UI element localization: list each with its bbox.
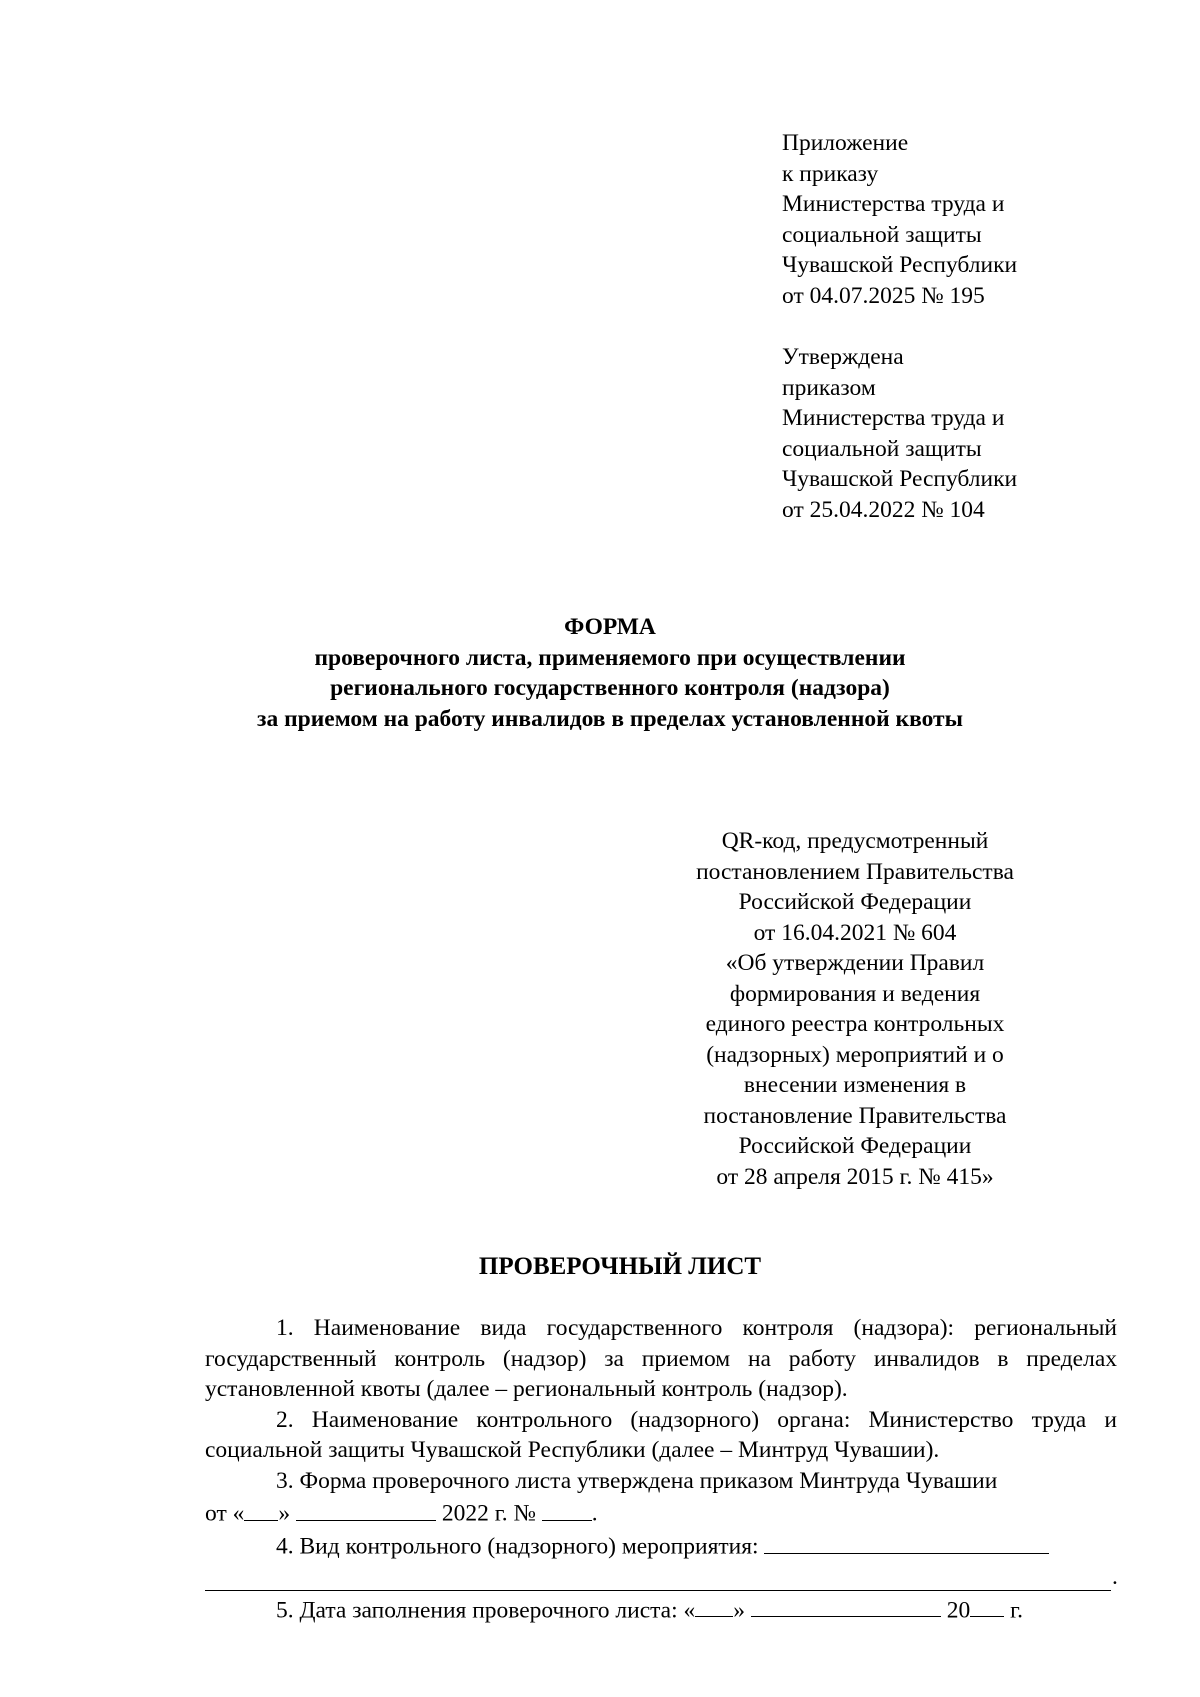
day-field[interactable]	[244, 1496, 278, 1521]
item-5-text: 5. Дата заполнения проверочного листа: «	[276, 1597, 696, 1623]
event-type-field-continued[interactable]	[205, 1566, 1111, 1591]
fill-month-field[interactable]	[751, 1593, 941, 1618]
qr-note-line: постановлением Правительства	[696, 858, 1014, 885]
approval-line: Министерства труда и	[782, 405, 1005, 431]
approval-line: социальной защиты	[782, 435, 982, 462]
appendix-line: Чувашской Республики	[782, 252, 1018, 278]
qr-note-line: единого реестра контрольных	[705, 1011, 1005, 1037]
qr-note-line: формирования и ведения	[729, 980, 981, 1007]
item-1: 1. Наименование вида государственного контроля (надзора): региональный государственный контроль (надзор) за приемом на работу инвалидов в пределах установленной квоты (далее – региональный контроль (надзор).	[205, 1315, 1117, 1402]
approval-line: от 25.04.2022 № 104	[782, 496, 985, 523]
qr-note-line: от 16.04.2021 № 604	[753, 919, 957, 946]
item-3-from: от «	[205, 1500, 245, 1527]
period: .	[591, 1500, 598, 1527]
item-3-text: 3. Форма проверочного листа утверждена приказом Минтруда Чувашии	[276, 1467, 998, 1494]
fill-year-field[interactable]	[970, 1593, 1004, 1618]
appendix-header	[782, 128, 1017, 311]
qr-note-line: постановление Правительства	[703, 1102, 1007, 1129]
form-title	[200, 612, 1020, 734]
item-5	[205, 1593, 1117, 1626]
appendix-line: к приказу	[782, 160, 879, 187]
quote-close: »	[278, 1500, 291, 1527]
appendix-line: от 04.07.2025 № 195	[782, 282, 985, 309]
quote-close: »	[733, 1597, 746, 1623]
year-label: 2022 г. №	[441, 1500, 536, 1527]
appendix-line: социальной защиты	[782, 221, 982, 248]
appendix-line: Приложение	[782, 130, 909, 156]
qr-note-line: от 28 апреля 2015 г. № 415»	[716, 1163, 994, 1190]
year-suffix: г.	[1010, 1597, 1024, 1623]
item-4-text: 4. Вид контрольного (надзорного) мероприятия:	[276, 1533, 759, 1560]
item-3-continuation	[205, 1496, 1117, 1529]
checklist-body	[205, 1313, 1117, 1626]
approval-line: Чувашской Республики	[782, 466, 1018, 492]
appendix-line: Министерства труда и	[782, 191, 1005, 217]
qr-note-line: Российской Федерации	[738, 1133, 972, 1159]
form-title-line: проверочного листа, применяемого при осуществлении	[314, 644, 906, 671]
form-title-line: за приемом на работу инвалидов в пределах установленной квоты	[257, 705, 963, 732]
form-title-line: регионального государственного контроля (надзора)	[330, 675, 890, 701]
qr-note-line: QR-код, предусмотренный	[721, 828, 989, 854]
item-4-continuation	[205, 1562, 1117, 1593]
approval-line: Утверждена	[782, 344, 904, 370]
month-field[interactable]	[296, 1496, 436, 1521]
item-2: 2. Наименование контрольного (надзорного) органа: Министерство труда и социальной защиты Чувашской Республики (далее – Минтруд Чувашии).	[205, 1406, 1117, 1463]
form-title-line: ФОРМА	[564, 614, 656, 640]
approval-line: приказом	[782, 374, 876, 401]
checklist-title: ПРОВЕРОЧНЫЙ ЛИСТ	[478, 1253, 762, 1280]
item-3	[205, 1466, 1117, 1497]
item-4	[205, 1529, 1117, 1562]
qr-note-line: (надзорных) мероприятий и о	[706, 1041, 1004, 1068]
event-type-field[interactable]	[764, 1529, 1049, 1554]
qr-note-line: внесении изменения в	[743, 1072, 967, 1098]
qr-note-line: Российской Федерации	[738, 889, 972, 915]
period: .	[1112, 1564, 1118, 1590]
year-prefix: 20	[946, 1597, 971, 1623]
approval-header	[782, 342, 1017, 525]
qr-note-line: «Об утверждении Правил	[725, 950, 985, 976]
fill-day-field[interactable]	[695, 1593, 733, 1618]
order-number-field[interactable]	[542, 1496, 592, 1521]
qr-code-note	[630, 826, 1080, 1192]
